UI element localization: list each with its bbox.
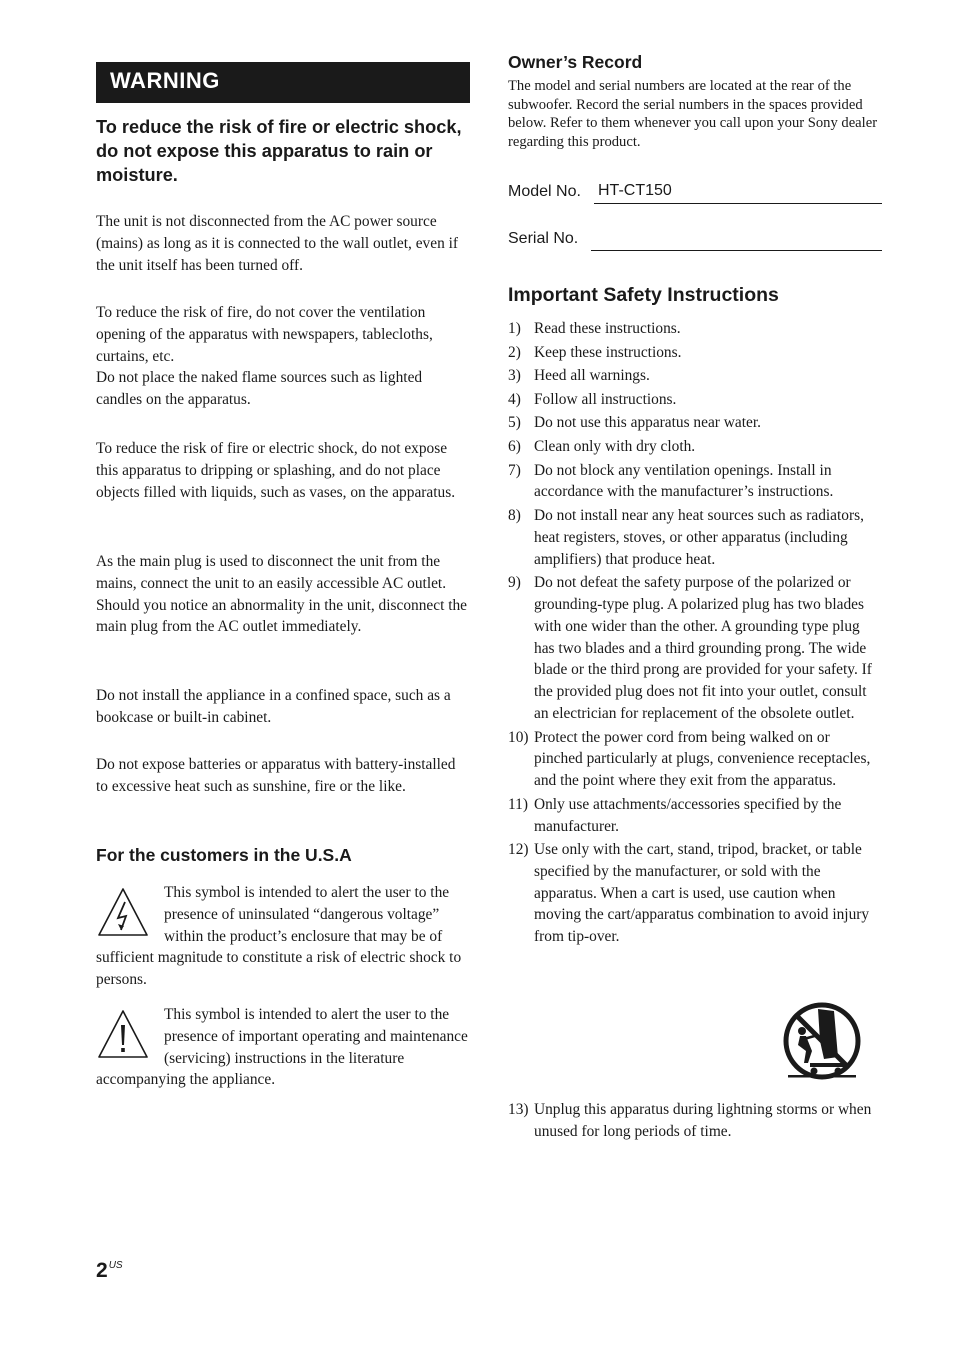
warning-title: WARNING bbox=[110, 68, 220, 93]
list-item: 8) Do not install near any heat sources such as radiators, heat registers, stoves, or other apparatus (including amplifiers) that produce heat. bbox=[508, 506, 864, 568]
exclamation-symbol-text: This symbol is intended to alert the user to the presence of important operating and maintenance (servicing) instructions in the literature accompanying the appliance. bbox=[96, 1006, 468, 1089]
list-item: 7) Do not block any ventilation openings. Install in accordance with the manufacturer’s instructions. bbox=[508, 461, 834, 501]
model-number-line bbox=[594, 182, 882, 204]
exclamation-symbol-block bbox=[96, 1004, 470, 1091]
serial-number-line bbox=[591, 249, 882, 251]
owners-record-title: Owner’s Record bbox=[508, 52, 643, 72]
list-item: 6) Clean only with dry cloth. bbox=[508, 437, 696, 455]
list-item: 12) Use only with the cart, stand, tripod, bracket, or table specified by the manufacturer, or sold with the apparatus. When a cart is used, use caution when moving the cart/apparatus combination to avoid injury from tip-over. bbox=[508, 841, 870, 946]
serial-number-label: Serial No. bbox=[508, 230, 579, 247]
page-number: $2^{US}$ bbox=[96, 1259, 123, 1282]
lightning-symbol-block bbox=[96, 882, 470, 991]
safety-instructions-list bbox=[508, 318, 882, 950]
lightning-symbol-text: This symbol is intended to alert the user to the presence of uninsulated “dangerous voltage” within the product’s enclosure that may be of sufficient magnitude to constitute a risk of electric shock to persons. bbox=[96, 884, 462, 989]
model-number-field bbox=[508, 178, 882, 204]
safety-instructions-title: Important Safety Instructions bbox=[508, 284, 779, 306]
exclamation-warning-icon bbox=[96, 1008, 150, 1060]
model-number-value: HT-CT150 bbox=[598, 182, 672, 199]
owners-record-text: The model and serial numbers are located at the rear of the subwoofer. Record the serial numbers in the spaces provided below. Refer to them whenever you call upon your Sony dealer regarding this product. bbox=[508, 78, 878, 150]
list-item: 11) Only use attachments/accessories specified by the manufacturer. bbox=[508, 795, 842, 835]
warning-paragraph-1: The unit is not disconnected from the AC power source (mains) as long as it is connected to the wall outlet, even if the unit itself has been turned off. bbox=[96, 213, 459, 274]
warning-paragraph-4: As the main plug is used to disconnect the unit from the mains, connect the unit to an easily accessible AC outlet. Should you notice an abnormality in the unit, disconnect the main plug from the AC outlet immediately. bbox=[96, 553, 468, 636]
warning-banner bbox=[96, 62, 470, 103]
warning-paragraph-3: To reduce the risk of fire or electric shock, do not expose this apparatus to dripping or splashing, and do not place objects filled with liquids, such as vases, on the apparatus. bbox=[96, 440, 456, 501]
list-item: 5) Do not use this apparatus near water. bbox=[508, 414, 761, 432]
warning-paragraph-2: To reduce the risk of fire, do not cover the ventilation opening of the apparatus with newspapers, tablecloths, curtains, etc. Do not place the naked flame sources such as lighted candles on the apparatus. bbox=[96, 304, 433, 409]
list-item: 2) Keep these instructions. bbox=[508, 343, 682, 361]
list-item: 10) Protect the power cord from being walked on or pinched particularly at plugs, convenience receptacles, and the point where they exit from the apparatus. bbox=[508, 728, 871, 790]
list-item: 4) Follow all instructions. bbox=[508, 390, 677, 408]
serial-number-field bbox=[508, 225, 882, 251]
warning-lead: To reduce the risk of fire or electric shock, do not expose this apparatus to rain or moisture. bbox=[96, 117, 462, 185]
lightning-warning-icon bbox=[96, 886, 150, 938]
model-number-label: Model No. bbox=[508, 183, 581, 200]
list-item: 3) Heed all warnings. bbox=[508, 367, 650, 385]
safety-instruction-13: 13) Unplug this apparatus during lightning storms or when unused for long periods of time. bbox=[508, 1101, 872, 1140]
list-item: 9) Do not defeat the safety purpose of the polarized or grounding-type plug. A polarized plug has two blades with one wider than the other. A grounding type plug has two blades and a third grounding prong. The wide blade or the third prong are provided for your safety. If the provided plug does not fit into your outlet, consult an electrician for replacement of the obsolete outlet. bbox=[508, 574, 872, 722]
usa-section-title: For the customers in the U.S.A bbox=[96, 845, 352, 865]
list-item: 1) Read these instructions. bbox=[508, 320, 681, 337]
warning-paragraph-5: Do not install the appliance in a confined space, such as a bookcase or built-in cabinet. bbox=[96, 687, 451, 726]
cart-tip-over-warning-icon bbox=[782, 1001, 862, 1081]
warning-paragraph-6: Do not expose batteries or apparatus with battery-installed to excessive heat such as sunshine, fire or the like. bbox=[96, 756, 456, 795]
